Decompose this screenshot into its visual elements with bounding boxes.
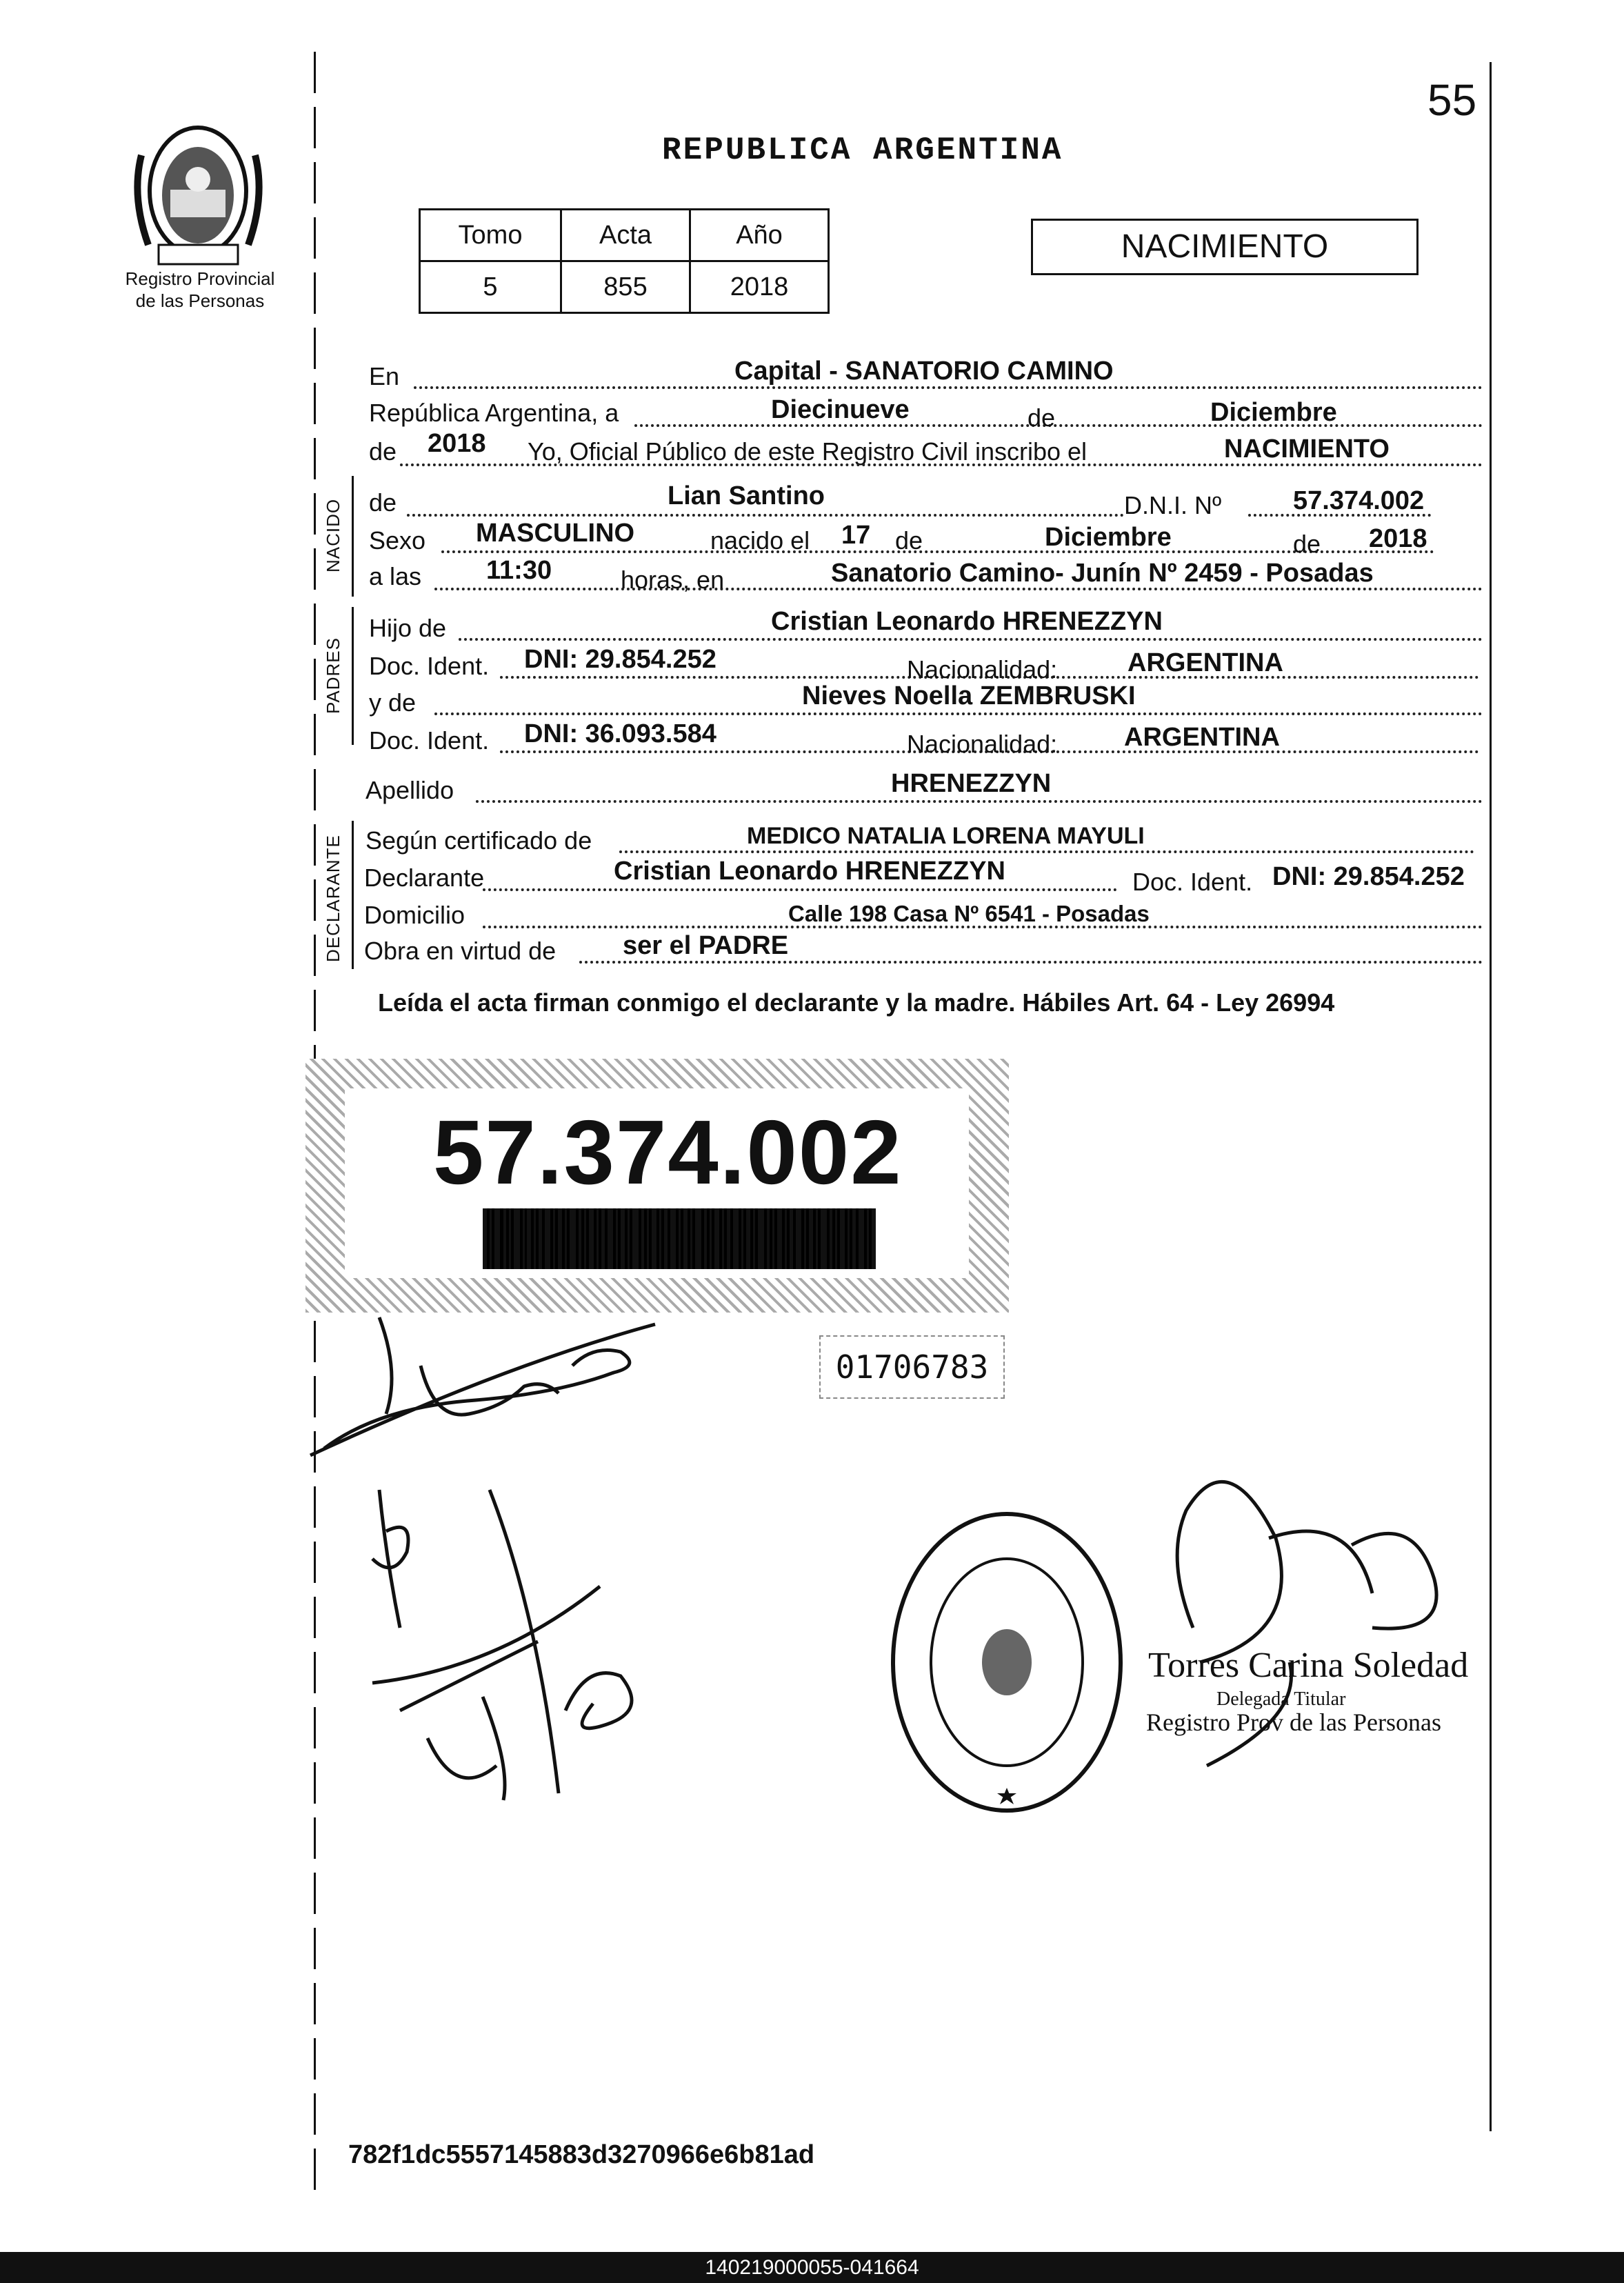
act-table-header: Tomo bbox=[420, 210, 561, 261]
nacido-month: Diciembre bbox=[1045, 523, 1172, 552]
side-tag-declarante: DECLARANTE bbox=[323, 835, 343, 962]
hora-value: 11:30 bbox=[486, 556, 552, 585]
official-stamp-icon bbox=[883, 1504, 1131, 1821]
act-table-header: Año bbox=[690, 210, 829, 261]
de3-label: de bbox=[369, 488, 397, 517]
right-margin-line bbox=[1490, 62, 1492, 2131]
dotted-line bbox=[476, 800, 1483, 803]
serial-number: 01706783 bbox=[819, 1335, 1005, 1399]
act-table-value-row bbox=[420, 261, 829, 313]
barcode-icon bbox=[483, 1208, 876, 1269]
dotted-line bbox=[634, 424, 1483, 427]
day-value: Diecinueve bbox=[771, 395, 910, 424]
oficial-text: Yo, Oficial Público de este Registro Civil inscribo el bbox=[528, 437, 1087, 466]
declarante-label: Declarante bbox=[364, 864, 485, 892]
de2-label: de bbox=[369, 437, 397, 466]
obra-value: ser el PADRE bbox=[623, 931, 789, 960]
nacionalidad-label: Nacionalidad: bbox=[907, 730, 1058, 758]
padre-doc: DNI: 29.854.252 bbox=[524, 645, 716, 674]
dotted-line bbox=[483, 888, 1117, 891]
dni-value: 57.374.002 bbox=[1293, 486, 1425, 515]
hijo-label: Hijo de bbox=[369, 614, 447, 642]
section-bracket bbox=[352, 821, 354, 969]
apellido-label: Apellido bbox=[365, 776, 454, 804]
decl-doc-value: DNI: 29.854.252 bbox=[1272, 862, 1465, 891]
republica-label: República Argentina, a bbox=[369, 399, 619, 427]
act-table-cell: 855 bbox=[561, 261, 690, 313]
registry-label bbox=[90, 268, 310, 312]
madre-nac: ARGENTINA bbox=[1124, 723, 1280, 752]
apellido-value: HRENEZZYN bbox=[891, 769, 1052, 798]
official-name: Torres Carina Soledad bbox=[1148, 1646, 1469, 1685]
dotted-line bbox=[579, 961, 1483, 964]
inscribo-value: NACIMIENTO bbox=[1224, 435, 1390, 463]
declarante-value: Cristian Leonardo HRENEZZYN bbox=[614, 857, 1005, 886]
year-value: 2018 bbox=[428, 429, 486, 458]
nacionalidad-label: Nacionalidad: bbox=[907, 655, 1058, 684]
act-table-cell: 5 bbox=[420, 261, 561, 313]
document-hash: 782f1dc5557145883d3270966e6b81ad bbox=[348, 2140, 815, 2169]
docident-label: Doc. Ident. bbox=[369, 726, 490, 755]
dotted-line bbox=[441, 550, 1434, 553]
section-bracket bbox=[352, 607, 354, 745]
dotted-line bbox=[434, 712, 1483, 715]
month-value: Diciembre bbox=[1210, 398, 1337, 427]
section-bracket bbox=[352, 476, 354, 597]
de-label: de bbox=[1027, 403, 1056, 432]
sexo-value: MASCULINO bbox=[476, 519, 635, 548]
footer-code: 140219000055-041664 bbox=[0, 2252, 1624, 2283]
padre-value: Cristian Leonardo HRENEZZYN bbox=[771, 607, 1163, 636]
act-table-header-row bbox=[420, 210, 829, 261]
yde-label: y de bbox=[369, 688, 417, 717]
horas-label: horas, en bbox=[621, 566, 725, 594]
en-value: Capital - SANATORIO CAMINO bbox=[734, 357, 1114, 386]
lugar-value: Sanatorio Camino- Junín Nº 2459 - Posadas bbox=[831, 559, 1374, 588]
registry-line-1: Registro Provincial bbox=[125, 268, 275, 289]
act-table-header: Acta bbox=[561, 210, 690, 261]
registry-line-2: de las Personas bbox=[135, 290, 265, 311]
obra-label: Obra en virtud de bbox=[364, 937, 557, 965]
nacido-year: 2018 bbox=[1369, 524, 1427, 553]
province-seal-icon bbox=[121, 114, 276, 276]
nacido-label: nacido el bbox=[710, 526, 810, 555]
dotted-line bbox=[414, 386, 1483, 389]
official-title: Delegada Titular bbox=[1216, 1688, 1346, 1710]
docident-label: Doc. Ident. bbox=[369, 652, 490, 680]
madre-doc: DNI: 36.093.584 bbox=[524, 719, 716, 748]
dni-label: D.N.I. Nº bbox=[1124, 491, 1222, 519]
side-tag-padres: PADRES bbox=[323, 637, 343, 714]
dotted-line bbox=[459, 638, 1483, 641]
dotted-line bbox=[619, 850, 1474, 853]
legal-text: Leída el acta firman conmigo el declarante y la madre. Hábiles Art. 64 - Ley 26994 bbox=[378, 988, 1335, 1017]
name-value: Lian Santino bbox=[668, 481, 825, 510]
de5-label: de bbox=[1293, 530, 1321, 558]
side-tag-nacido: NACIDO bbox=[323, 498, 343, 572]
page-number: 55 bbox=[1427, 75, 1477, 125]
madre-value: Nieves Noella ZEMBRUSKI bbox=[802, 681, 1136, 710]
domicilio-label: Domicilio bbox=[364, 901, 465, 929]
official-office: Registro Prov de las Personas bbox=[1146, 1708, 1441, 1736]
act-table-cell: 2018 bbox=[690, 261, 829, 313]
country-title: REPUBLICA ARGENTINA bbox=[662, 132, 1063, 168]
padre-nac: ARGENTINA bbox=[1127, 648, 1283, 677]
segun-label: Según certificado de bbox=[365, 826, 592, 855]
alas-label: a las bbox=[369, 562, 422, 590]
signature-madre-icon bbox=[359, 1476, 717, 1807]
dotted-line bbox=[407, 514, 1124, 517]
nacido-day: 17 bbox=[841, 521, 871, 550]
signature-declarante-icon bbox=[297, 1310, 669, 1476]
sexo-label: Sexo bbox=[369, 526, 426, 555]
segun-value: MEDICO NATALIA LORENA MAYULI bbox=[747, 823, 1145, 849]
domicilio-value: Calle 198 Casa Nº 6541 - Posadas bbox=[788, 901, 1150, 926]
act-type-box: NACIMIENTO bbox=[1031, 219, 1419, 275]
de4-label: de bbox=[895, 526, 923, 555]
act-table bbox=[419, 208, 830, 314]
en-label: En bbox=[369, 362, 400, 390]
dni-sticker-number: 57.374.002 bbox=[433, 1101, 903, 1203]
decl-doc-label: Doc. Ident. bbox=[1132, 868, 1253, 896]
